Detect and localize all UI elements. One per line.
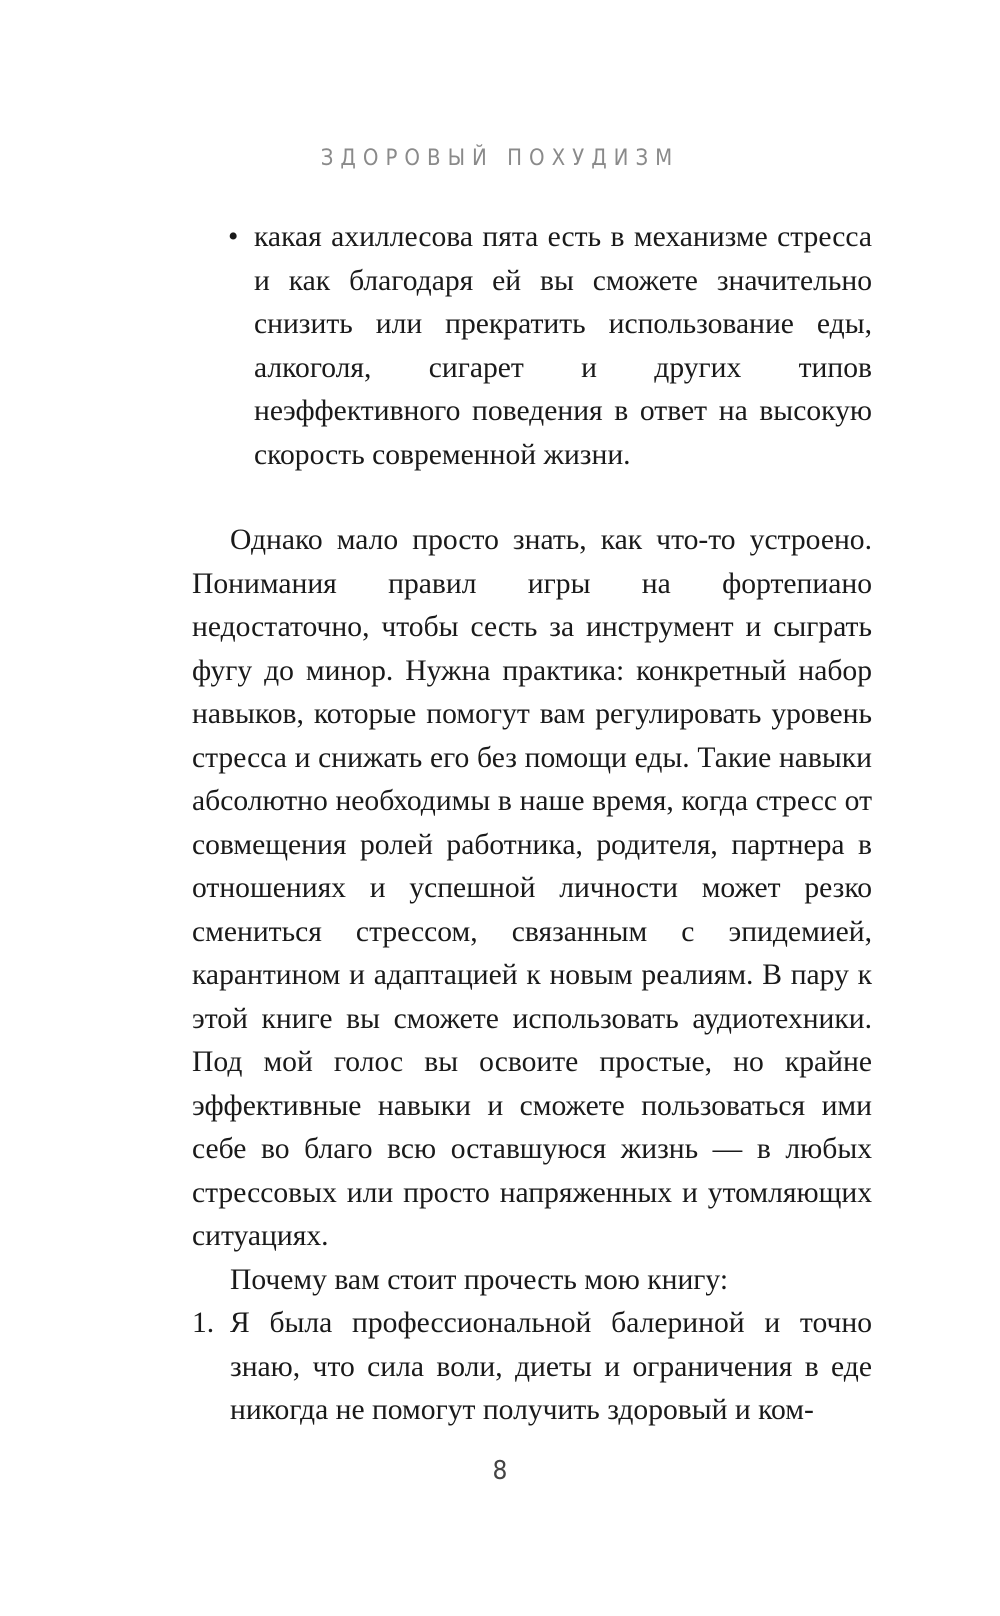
list-item-text: Я была профессиональной балериной и точно знаю, что сила воли, диеты и ограничения в еде никогда не помогут получить здоровый и ком- <box>230 1307 872 1426</box>
bullet-item: • какая ахиллесова пята есть в механизме стресса и как благодаря ей вы сможете значительно снизить или прекратить использование еды, алкоголя, сигарет и других типов неэффективного поведения в ответ на высокую скорость современной жизни. <box>228 216 872 477</box>
list-item-number: 1. <box>192 1307 215 1339</box>
list-item <box>192 1302 872 1433</box>
bullet-list <box>228 216 872 477</box>
main-text <box>192 519 872 1433</box>
list-lead-line: Почему вам стоит прочесть мою книгу: <box>230 1263 729 1296</box>
running-head: ЗДОРОВЫЙ ПОХУДИЗМ <box>320 146 680 171</box>
numbered-list <box>192 1302 872 1433</box>
paragraph: Однако мало просто знать, как что-то устроено. Понимания правил игры на фортепиано недостаточно, чтобы сесть за инструмент и сыграть фугу до минор. Нужна практика: конкретный набор навыков, которые помогут вам регулировать уровень стресса и снижать его без помощи еды. Такие навыки абсолютно необходимы в наше время, когда стресс от совмещения ролей работника, родителя, партнера в отношениях и успешной личности может резко смениться стрессом, связанным с эпидемией, карантином и адаптацией к новым реалиям. В пару к этой книге вы сможете использовать аудиотехники. Под мой голос вы освоите простые, но крайне эффективные навыки и сможете пользоваться ими себе во благо всю оставшуюся жизнь — в любых стрессовых или просто напряженных и утомляющих ситуациях. <box>192 524 872 1252</box>
page-number: 8 <box>492 1456 508 1486</box>
